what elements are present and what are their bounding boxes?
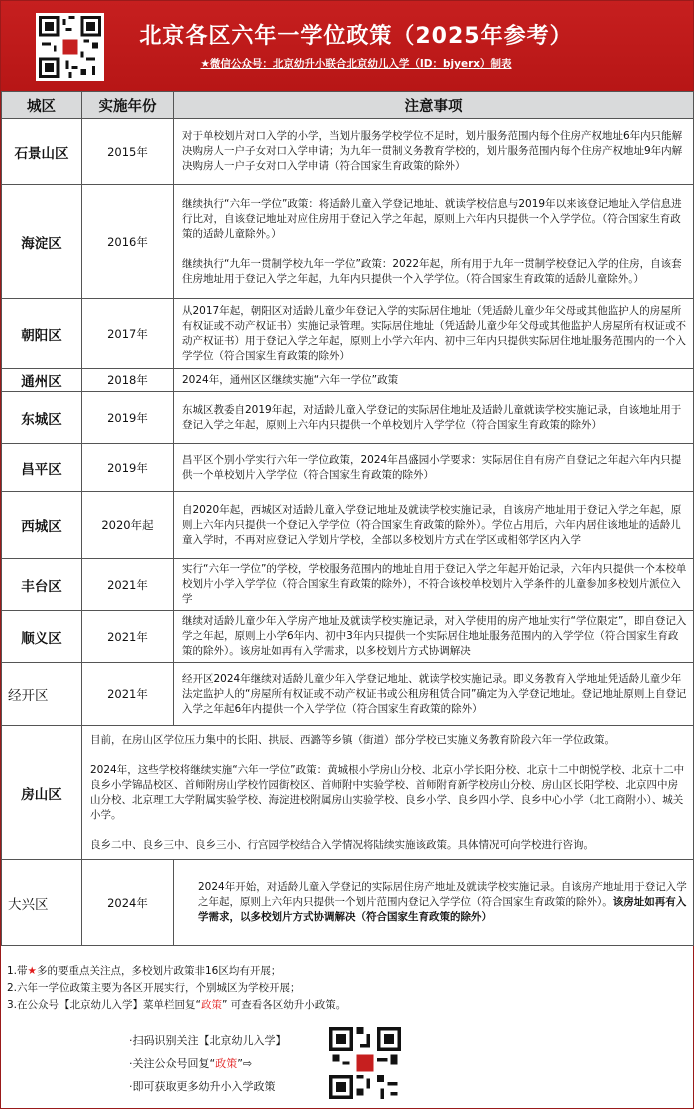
table-row	[2, 860, 694, 946]
note-text: 实行“六年一学位”的学校，学校服务范围内的地址自用于登记入学之年起开始记录，六年内只提供一个本校单校划片小学入学学位（符合国家生育政策的除外），不符合该校单校划片入学条件的儿童参加多校划片派位入学	[182, 563, 687, 605]
table-row	[2, 119, 694, 185]
table-row	[2, 492, 694, 559]
promo-line-1: ·扫码识别关注【北京幼儿入学】	[129, 1034, 287, 1047]
district-cell: 石景山区	[2, 119, 82, 185]
footnote-text: ” 可查看各区幼升小政策。	[221, 999, 347, 1011]
notes-cell	[174, 369, 694, 392]
header-qr-code[interactable]	[36, 13, 104, 81]
notes-cell	[82, 726, 694, 860]
year-cell: 2015年	[82, 119, 174, 185]
year-cell: 2024年	[82, 860, 174, 946]
district-cell: 朝阳区	[2, 299, 82, 369]
district-cell: 房山区	[2, 726, 82, 860]
note-text: 目前，在房山区学位压力集中的长阳、拱辰、西潞等乡镇（街道）部分学校已实施义务教育阶段六年一学位政策。	[90, 733, 615, 746]
table-row	[2, 369, 694, 392]
note-bold-text: 该房址如再有入学需求，以多校划片方式协调解决（符合国家生育政策的除外）	[198, 896, 687, 923]
note-text: 2024年，通州区区继续实施“六年一学位”政策	[182, 373, 399, 386]
bottom-qr-code[interactable]	[329, 1027, 401, 1099]
table-row	[2, 726, 694, 860]
table-row	[2, 185, 694, 299]
table-row	[2, 392, 694, 444]
notes-cell	[174, 559, 694, 611]
notes-cell	[174, 611, 694, 663]
note-text: 对于单校划片对口入学的小学，当划片服务学校学位不足时，划片服务范围内每个住房产权地址6年内只能解决购房人一户子女对口入学申请；为九年一贯制义务教育学校的，划片服务范围内每个住房产权地址9年内解决购房人一户子女对口入学申请（符合国家生育政策的除外）	[182, 130, 683, 172]
year-cell: 2020年起	[82, 492, 174, 559]
notes-cell	[174, 299, 694, 369]
notes-cell	[174, 119, 694, 185]
district-cell: 昌平区	[2, 444, 82, 492]
district-cell: 通州区	[2, 369, 82, 392]
note-text: 从2017年起，朝阳区对适龄儿童少年登记入学的实际居住地址（凭适龄儿童少年父母或其他监护人的房屋所有权证或不动产权证书）实施记录管理。实际居住地址（凭适龄儿童少年父母或其他监护人房屋所有权证或不动产权证书）用于登记入学之年起，原则上小学六年内、初中三年内只提供实际居住地址服务范围内的一个入学学位（符合国家生育政策的除外）	[182, 304, 686, 362]
footnote-3	[7, 997, 687, 1014]
note-text: 经开区2024年继续对适龄儿童少年入学登记地址、就读学校实施记录。即义务教育入学地址凭适龄儿童少年法定监护人的“房屋所有权证或不动产权证书或公租房租赁合同”确定为入学登记地址。登记地址原则上自登记入学之年起6年内提供一个入学学位（符合国家生育政策的除外）	[182, 672, 687, 715]
table-row	[2, 611, 694, 663]
year-cell: 2019年	[82, 444, 174, 492]
note-text: 2024年，这些学校将继续实施“六年一学位”政策：黄城根小学房山分校、北京小学长阳分校、北京十二中朗悦学校、北京十二中良乡小学锦品校区、首师附房山学校竹园街校区、首师附中实验学校、首师附育新学校房山分校、房山区长阳学校、北京四中房山分校、北京理工大学附属实验学校、海淀进校附属房山实验学校、良乡小学、良乡四小学、良乡中心小学（北工商附小）、城关小学。	[90, 763, 685, 821]
bottom-promo	[1, 1019, 693, 1109]
promo-line-2	[129, 1052, 287, 1075]
promo-text: ·关注公众号回复“	[129, 1057, 216, 1070]
year-cell: 2021年	[82, 611, 174, 663]
column-header-district: 城区	[2, 92, 82, 119]
table-row	[2, 559, 694, 611]
table-row	[2, 444, 694, 492]
footnote-text: 多的要重点关注点，多校划片政策非16区均有开展；	[36, 965, 282, 977]
notes-cell	[174, 492, 694, 559]
note-text: 东城区教委自2019年起，对适龄儿童入学登记的实际居住地址及适龄儿童就读学校实施记录，自该地址用于登记入学之年起，原则上六年内只提供一个单校划片入学学位（符合国家生育政策的除外）	[182, 403, 682, 431]
notes-cell	[174, 663, 694, 726]
page-title: 北京各区六年一学位政策（2025年参考）	[139, 24, 573, 49]
notes-cell	[174, 392, 694, 444]
table-row	[2, 299, 694, 369]
year-cell: 2021年	[82, 663, 174, 726]
column-header-notes: 注意事项	[174, 92, 694, 119]
note-text: 继续执行“九年一贯制学校九年一学位”政策：2022年起，所有用于九年一贯制学校登记入学的住房，自该套住房地址用于登记入学之年起，九年内只提供一个入学学位。（符合国家生育政策的适龄儿童除外。）	[182, 257, 682, 285]
notes-cell	[174, 444, 694, 492]
note-text: 良乡二中、良乡三中、良乡三小、行宫园学校结合入学情况将陆续实施该政策。具体情况可向学校进行咨询。	[90, 838, 594, 851]
district-cell: 经开区	[2, 663, 82, 726]
page-subtitle: ★微信公众号：北京幼升小联合北京幼儿入学（ID：bjyerx）制表	[200, 58, 512, 70]
footnotes	[7, 963, 687, 1014]
district-cell: 顺义区	[2, 611, 82, 663]
district-cell: 海淀区	[2, 185, 82, 299]
footnote-2: 2.六年一学位政策主要为各区开展实行，个别城区为学校开展；	[7, 982, 301, 994]
district-cell: 丰台区	[2, 559, 82, 611]
footnote-text: 3.在公众号【北京幼儿入学】菜单栏回复“	[7, 999, 201, 1011]
qr-code-icon	[39, 16, 101, 78]
footnote-text: 1.带	[7, 965, 28, 977]
table-header-row	[2, 92, 694, 119]
year-cell: 2017年	[82, 299, 174, 369]
district-cell: 东城区	[2, 392, 82, 444]
promo-keyword: 政策	[215, 1057, 238, 1070]
district-cell: 西城区	[2, 492, 82, 559]
year-cell: 2016年	[82, 185, 174, 299]
qr-code-icon	[329, 1027, 401, 1099]
notes-cell	[174, 185, 694, 299]
star-icon: ★	[27, 965, 37, 977]
note-text: 继续执行“六年一学位”政策：将适龄儿童入学登记地址、就读学校信息与2019年以来该登记地址入学信息进行比对，自该登记地址对应住房用于登记入学之年起，原则上六年内只提供一个入学学位。（符合国家生育政策的适龄儿童除外。）	[182, 197, 682, 240]
promo-text: ”⇨	[237, 1057, 253, 1070]
policy-table	[1, 91, 694, 946]
note-text: 继续对适龄儿童少年入学房产地址及就读学校实施记录，对入学使用的房产地址实行“学位限定”，即自登记入学之年起，原则上小学6年内、初中3年内只提供一个实际居住地址服务范围内的入学学位（符合国家生育政策的除外）。该房址如再有入学需求，以多校划片方式协调解决	[182, 615, 687, 657]
promo-line-3: ·即可获取更多幼升小入学政策	[129, 1080, 276, 1093]
table-row	[2, 663, 694, 726]
year-cell: 2021年	[82, 559, 174, 611]
note-text: 自2020年起，西城区对适龄儿童入学登记地址及就读学校实施记录，自该房产地址用于登记入学之年起，原则上六年内只提供一个登记入学学位（符合国家生育政策的除外）。学位占用后，六年内居住该地址的适龄儿童入学时，不再对应登记入学划片学校，全部以多校划片方式在学区或相邻学区内入学	[182, 503, 682, 546]
note-text: 2024年开始，对适龄儿童入学登记的实际居住房产地址及就读学校实施记录。自该房产地址用于登记入学之年起，原则上六年内只提供一个划片范围内登记入学学位（符合国家生育政策的除外）。	[198, 881, 687, 908]
year-cell: 2019年	[82, 392, 174, 444]
column-header-year: 实施年份	[82, 92, 174, 119]
notes-cell	[174, 860, 694, 946]
year-cell: 2018年	[82, 369, 174, 392]
footnote-1	[7, 963, 687, 980]
footnote-keyword: 政策	[200, 999, 222, 1011]
header-banner	[1, 1, 693, 91]
note-text: 昌平区个别小学实行六年一学位政策，2024年昌盛园小学要求：实际居住自有房产自登记之年起六年内只提供一个单校划片入学学位（符合国家生育政策的除外）	[182, 453, 682, 481]
district-cell: 大兴区	[2, 860, 82, 946]
promo-lines	[129, 1029, 287, 1098]
